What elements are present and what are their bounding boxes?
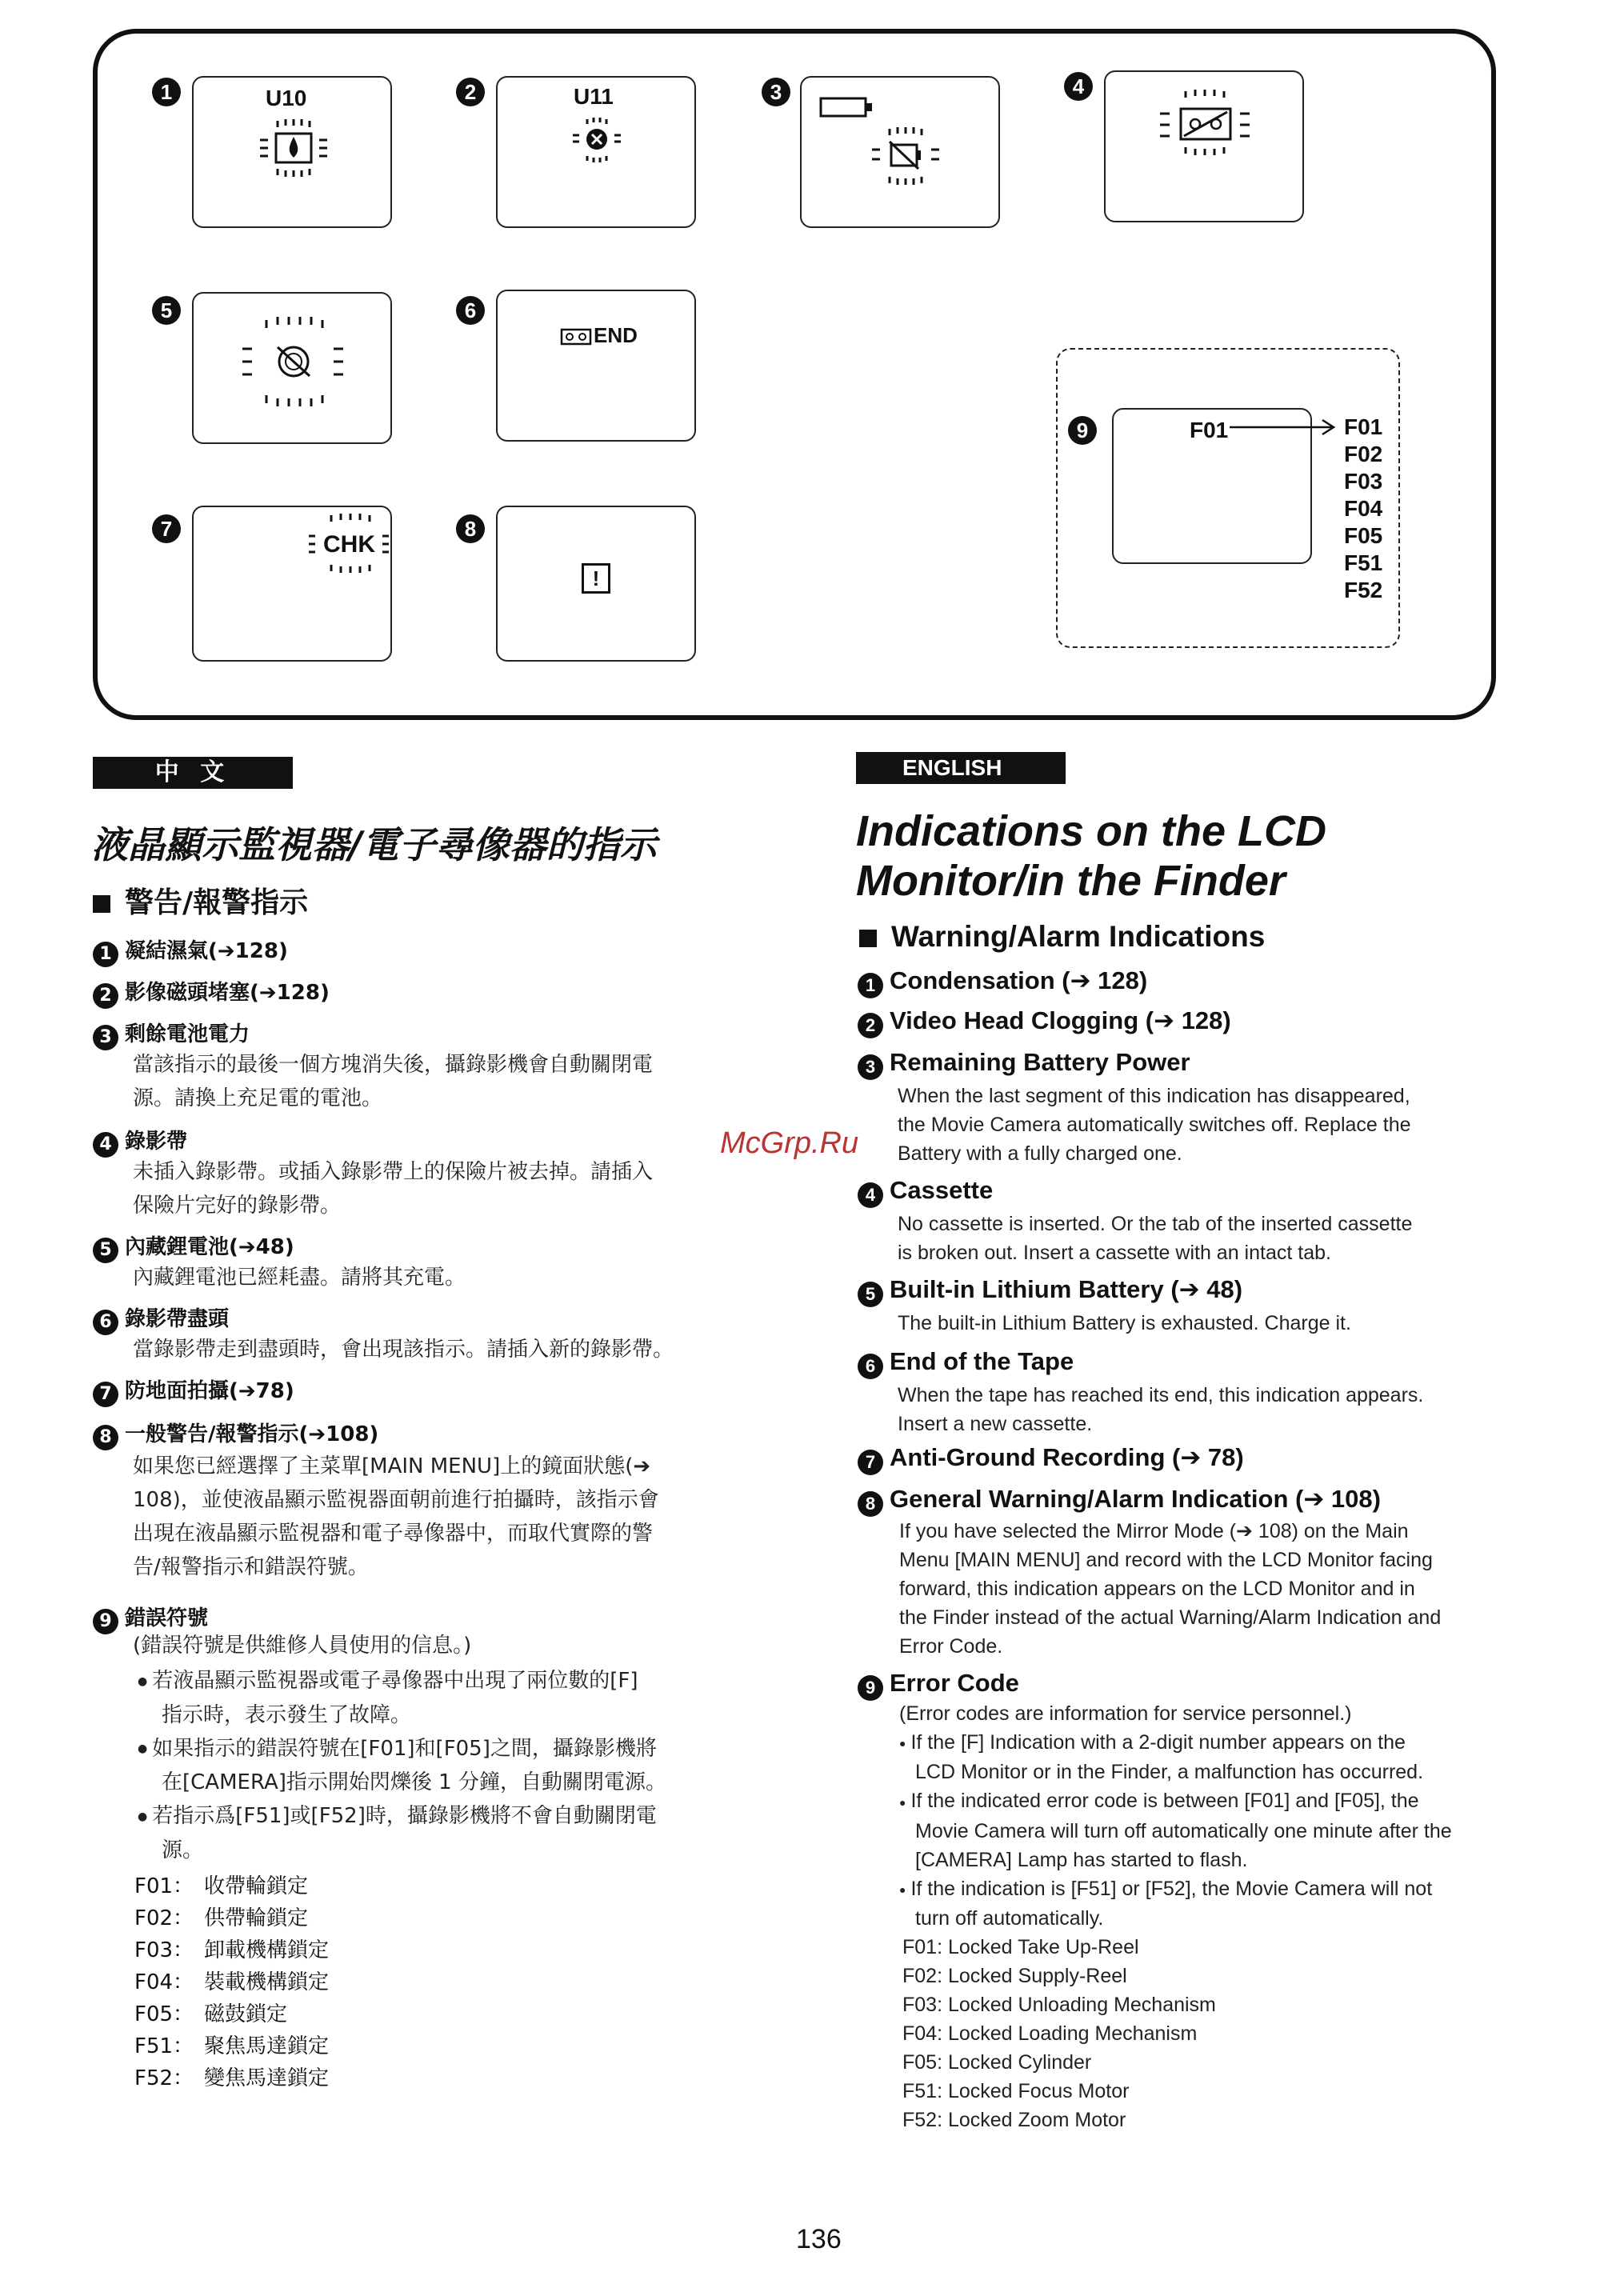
item-heading: 一般警告/報警指示(➔108)	[125, 1422, 379, 1446]
body-line: 保險片完好的錄影帶。	[133, 1194, 342, 1218]
panel-7-code: CHK	[323, 531, 375, 558]
item-heading: 錄影帶盡頭	[125, 1307, 230, 1331]
item-heading: Condensation (➔ 128)	[890, 966, 1148, 994]
en-item-4	[858, 1176, 993, 1208]
panel-1-code: U10	[266, 86, 307, 110]
title-line: Monitor/in the Finder	[856, 857, 1286, 905]
code-line: F05: Locked Cylinder	[902, 2051, 1092, 2074]
panel-2-code: U11	[574, 84, 614, 109]
section-title-english: Warning/Alarm Indications	[891, 920, 1266, 953]
panel-1-number: 1	[152, 78, 181, 106]
item-heading: Error Code	[890, 1669, 1019, 1697]
body-line: 108)，並使液晶顯示監視器面朝前進行拍攝時，該指示會	[133, 1488, 659, 1512]
watermark: McGrp.Ru	[720, 1126, 859, 1160]
en-item-3	[858, 1048, 1190, 1080]
panel-8-number: 8	[456, 514, 485, 543]
body-line: Error Code.	[899, 1635, 1003, 1658]
code-line: F52: Locked Zoom Motor	[902, 2109, 1126, 2131]
warning-icon: !	[582, 563, 610, 594]
title-line: Indications on the LCD	[856, 807, 1326, 855]
zh-item-8	[93, 1418, 378, 1450]
error-arrow-icon	[1228, 418, 1348, 437]
item-number: 7	[858, 1450, 883, 1475]
zh-item-7	[93, 1374, 294, 1407]
item-number: 1	[858, 973, 883, 998]
en-item-6-body	[898, 1381, 1423, 1438]
square-bullet-icon	[93, 895, 110, 913]
bullet-line: LCD Monitor or in the Finder, a malfunction has occurred.	[915, 1761, 1424, 1784]
square-bullet-icon	[859, 930, 877, 947]
panel-6-number: 6	[456, 296, 485, 325]
zh-item-9-body	[133, 1629, 471, 1662]
item-heading: 錄影帶	[125, 1130, 188, 1154]
item-number: 2	[858, 1013, 883, 1038]
item-heading: Video Head Clogging (➔ 128)	[890, 1006, 1231, 1034]
body-line: 出現在液晶顯示監視器和電子尋像器中，而取代實際的警	[133, 1522, 654, 1546]
zh-item-4-body	[133, 1155, 653, 1222]
bullet-line: 指示時，表示發生了故障。	[162, 1702, 412, 1727]
bullet-line: [CAMERA] Lamp has started to flash.	[915, 1848, 1248, 1871]
zh-bullets	[138, 1664, 666, 1867]
body-line: 內藏鋰電池已經耗盡。請將其充電。	[133, 1266, 466, 1290]
panel-2-number: 2	[456, 78, 485, 106]
bullet-line: ● 如果指示的錯誤符號在[F01]和[F05]之間，攝錄影機將	[138, 1732, 666, 1766]
body-line: the Finder instead of the actual Warning/Alarm Indication and	[899, 1606, 1442, 1629]
item-heading: Remaining Battery Power	[890, 1048, 1190, 1076]
bullet-line: turn off automatically.	[915, 1907, 1104, 1930]
bullet-line: ● If the indicated error code is between [F01] and [F05], the	[899, 1786, 1452, 1816]
code-line: F05： 磁鼓鎖定	[134, 2002, 288, 2026]
head-clogging-icon	[570, 116, 626, 164]
panel-3-screen	[800, 76, 1000, 228]
error-code-item: F05	[1344, 523, 1383, 548]
item-heading: 內藏鋰電池(➔48)	[125, 1235, 294, 1259]
item-number: 5	[858, 1282, 883, 1307]
page-title-english	[856, 806, 1326, 906]
panel-4-screen	[1104, 70, 1304, 222]
zh-item-5-body	[133, 1261, 466, 1294]
item-number: 1	[93, 942, 118, 967]
en-item-1	[858, 966, 1147, 998]
code-line: F02： 供帶輪鎖定	[134, 1906, 309, 1930]
zh-item-3	[93, 1018, 250, 1050]
en-item-6	[858, 1347, 1074, 1379]
body-line: The built-in Lithium Battery is exhausted. Charge it.	[898, 1312, 1351, 1334]
panel-8-screen	[496, 506, 696, 662]
en-item-9	[858, 1669, 1019, 1701]
code-line: F04: Locked Loading Mechanism	[902, 2022, 1198, 2045]
en-item-7	[858, 1443, 1244, 1475]
body-line: Menu [MAIN MENU] and record with the LCD Monitor facing	[899, 1549, 1433, 1571]
code-line: F01: Locked Take Up-Reel	[902, 1936, 1139, 1958]
bullet-line: ● If the indication is [F51] or [F52], the Movie Camera will not	[899, 1874, 1452, 1904]
battery-empty-icon	[819, 94, 875, 121]
item-heading: 影像磁頭堵塞(➔128)	[125, 981, 330, 1005]
item-number: 7	[93, 1382, 118, 1407]
panel-6-screen	[496, 290, 696, 442]
condensation-drop-icon	[254, 116, 334, 180]
item-heading: 防地面拍攝(➔78)	[125, 1379, 294, 1403]
code-line: F03: Locked Unloading Mechanism	[902, 1994, 1216, 2016]
body-line: Battery with a fully charged one.	[898, 1142, 1182, 1165]
lang-label-english: ENGLISH	[856, 752, 1066, 784]
en-item-5	[858, 1275, 1242, 1307]
item-number: 8	[858, 1491, 883, 1517]
body-line: Insert a new cassette.	[898, 1413, 1093, 1435]
error-code-item: F03	[1344, 469, 1383, 494]
en-bullets	[899, 1728, 1452, 1933]
panel-7-screen	[192, 506, 392, 662]
item-number: 6	[858, 1354, 883, 1379]
body-line: forward, this indication appears on the LCD Monitor and in	[899, 1578, 1415, 1600]
body-line: the Movie Camera automatically switches off. Replace the	[898, 1114, 1411, 1136]
body-line: 如果您已經選擇了主菜單[MAIN MENU]上的鏡面狀態(➔	[133, 1454, 651, 1478]
code-line: F52： 變焦馬達鎖定	[134, 2066, 330, 2090]
lang-label-chinese: 中 文	[93, 757, 293, 789]
item-heading: Cassette	[890, 1176, 994, 1204]
body-line: If you have selected the Mirror Mode (➔ 108) on the Main	[899, 1520, 1409, 1542]
bullet-line: ● 若指示爲[F51]或[F52]時，攝錄影機將不會自動關閉電	[138, 1799, 666, 1834]
item-number: 3	[93, 1025, 118, 1050]
zh-item-5	[93, 1230, 294, 1263]
en-item-4-body	[898, 1210, 1412, 1267]
error-code-item: F52	[1344, 578, 1383, 602]
page-number: 136	[796, 2224, 842, 2254]
code-line: F51: Locked Focus Motor	[902, 2080, 1130, 2102]
cassette-icon	[1154, 86, 1258, 158]
page-title-chinese: 液晶顯示監視器/電子尋像器的指示	[91, 823, 657, 866]
battery-icon	[866, 124, 946, 188]
code-line: F01： 收帶輪鎖定	[134, 1874, 309, 1898]
en-error-codes	[902, 1933, 1216, 2134]
section-title-chinese: 警告/報警指示	[125, 886, 309, 919]
item-number: 9	[93, 1609, 118, 1634]
item-heading: Anti-Ground Recording (➔ 78)	[890, 1443, 1244, 1471]
body-line: (錯誤符號是供維修人員使用的信息。)	[133, 1634, 472, 1658]
item-number: 4	[93, 1132, 118, 1158]
item-heading: End of the Tape	[890, 1347, 1074, 1375]
code-line: F02: Locked Supply-Reel	[902, 1965, 1127, 1987]
en-item-5-body	[898, 1309, 1351, 1338]
panel-3-number: 3	[762, 78, 790, 106]
body-line: 當錄影帶走到盡頭時，會出現該指示。請插入新的錄影帶。	[133, 1338, 674, 1362]
item-number: 9	[858, 1675, 883, 1701]
body-line: 源。請換上充足電的電池。	[133, 1086, 383, 1110]
zh-item-6	[93, 1302, 229, 1335]
item-heading: General Warning/Alarm Indication (➔ 108)	[890, 1485, 1381, 1513]
error-code-list	[1344, 414, 1382, 604]
bullet-line: ● 若液晶顯示監視器或電子尋像器中出現了兩位數的[F]	[138, 1664, 666, 1698]
panel-6-code: END	[594, 323, 638, 347]
zh-error-codes	[134, 1870, 329, 2094]
zh-item-4	[93, 1125, 187, 1158]
zh-item-1	[93, 934, 288, 967]
item-number: 4	[858, 1182, 883, 1208]
item-heading: Built-in Lithium Battery (➔ 48)	[890, 1275, 1243, 1303]
en-item-8	[858, 1485, 1381, 1517]
zh-item-2	[93, 976, 330, 1009]
en-item-3-body	[898, 1082, 1411, 1168]
panel-1-screen	[192, 76, 392, 228]
body-line: 未插入錄影帶。或插入錄影帶上的保險片被去掉。請插入	[133, 1160, 654, 1184]
tape-end-icon	[560, 327, 592, 346]
bullet-line: 在[CAMERA]指示開始閃爍後 1 分鐘，自動關閉電源。	[162, 1770, 666, 1794]
body-line: 當該指示的最後一個方塊消失後，攝錄影機會自動關閉電	[133, 1053, 654, 1077]
item-heading: 剩餘電池電力	[125, 1022, 250, 1046]
en-item-9-body	[899, 1699, 1352, 1728]
item-heading: 凝結濕氣(➔128)	[125, 939, 288, 963]
item-heading: 錯誤符號	[125, 1606, 209, 1630]
panel-5-screen	[192, 292, 392, 444]
section-heading-english	[859, 920, 1265, 954]
panel-9-code: F01	[1190, 418, 1229, 442]
panel-2-screen	[496, 76, 696, 228]
lithium-battery-icon	[238, 314, 350, 410]
error-code-item: F02	[1344, 442, 1383, 466]
zh-item-3-body	[133, 1048, 653, 1115]
error-code-item: F04	[1344, 496, 1383, 521]
body-line: (Error codes are information for service personnel.)	[899, 1702, 1352, 1725]
bullet-line: Movie Camera will turn off automatically one minute after the	[915, 1819, 1452, 1842]
body-line: When the tape has reached its end, this indication appears.	[898, 1384, 1424, 1406]
item-number: 8	[93, 1425, 118, 1450]
item-number: 2	[93, 983, 118, 1009]
section-heading-chinese	[93, 880, 308, 921]
body-line: No cassette is inserted. Or the tab of the inserted cassette	[898, 1213, 1413, 1235]
panel-9-number: 9	[1068, 416, 1097, 445]
body-line: When the last segment of this indication has disappeared,	[898, 1085, 1410, 1107]
panel-5-number: 5	[152, 296, 181, 325]
code-line: F03： 卸載機構鎖定	[134, 1938, 330, 1962]
error-code-item: F51	[1344, 550, 1383, 575]
body-line: is broken out. Insert a cassette with an intact tab.	[898, 1242, 1331, 1264]
body-line: 告/報警指示和錯誤符號。	[133, 1555, 369, 1579]
code-line: F51： 聚焦馬達鎖定	[134, 2034, 330, 2058]
zh-item-8-body	[133, 1450, 659, 1584]
item-number: 3	[858, 1054, 883, 1080]
bullet-line: ● If the [F] Indication with a 2-digit number appears on the	[899, 1728, 1452, 1758]
code-line: F04： 裝載機構鎖定	[134, 1970, 330, 1994]
item-number: 6	[93, 1310, 118, 1335]
bullet-line: 源。	[162, 1838, 204, 1862]
zh-item-6-body	[133, 1333, 674, 1366]
item-number: 5	[93, 1238, 118, 1263]
en-item-8-body	[899, 1517, 1441, 1661]
en-item-2	[858, 1006, 1231, 1038]
error-code-item: F01	[1344, 414, 1383, 439]
panel-4-number: 4	[1064, 72, 1093, 101]
panel-7-number: 7	[152, 514, 181, 543]
